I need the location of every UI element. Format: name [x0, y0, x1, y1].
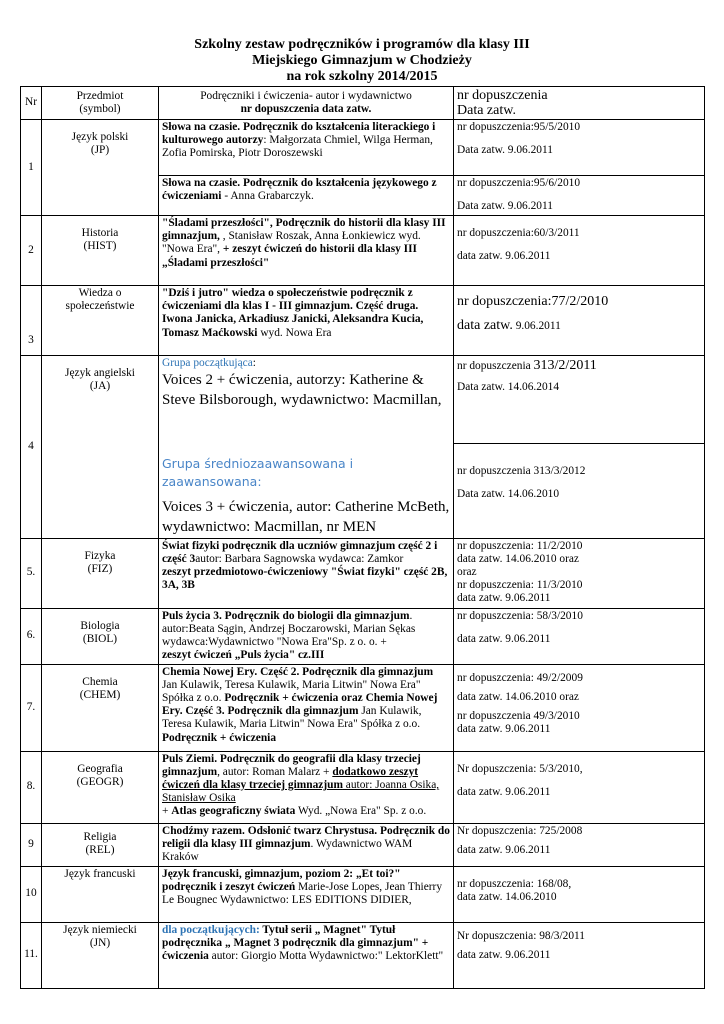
- subject-cell: Język francuski: [42, 866, 159, 922]
- approval-cell: nr dopuszczenia:60/3/2011 data zatw. 9.06.2011: [454, 216, 705, 286]
- row-number: 8.: [21, 751, 42, 823]
- book-cell: Język francuski, gimnazjum, poziom 2: „Et toi?" podręcznik i zeszyt ćwiczeń Marie-Jose Lopes, Jean Thierry Le Bougnec Wydawnictwo: LES EDITIONS DIDIER,: [159, 866, 454, 922]
- approval-cell: Nr dopuszczenia: 725/2008 data zatw. 9.06.2011: [454, 823, 705, 866]
- approval-cell: nr dopuszczenia:95/6/2010 Data zatw. 9.06.2011: [454, 176, 705, 216]
- row-number: 1: [21, 120, 42, 216]
- subject-cell: Wiedza o społeczeństwie: [42, 286, 159, 356]
- approval-cell: nr dopuszczenia: 168/08, data zatw. 14.06.2010: [454, 866, 705, 922]
- book-cell: Puls Ziemi. Podręcznik do geografii dla klasy trzeciej gimnazjum, autor: Roman Malarz + dodatkowo zeszyt ćwiczeń dla klasy trzeciej gimnazjum autor: Joanna Osika, Stanisław Osika + Atlas geograficzny świata Wyd. „Nowa Era" Sp. z o.o.: [159, 751, 454, 823]
- table-row: [21, 538, 705, 608]
- table-row: [21, 664, 705, 751]
- book-cell: Chemia Nowej Ery. Część 2. Podręcznik dla gimnazjum Jan Kulawik, Teresa Kulawik, Maria Litwin" Nowa Era" Spółka z o.o. Podręcznik + ćwiczenia oraz Chemia Nowej Ery. Część 3. Podręcznik dla gimnazjum Jan Kulawik, Teresa Kulawik, Maria Litwin" Nowa Era" Spółka z o.o. Podręcznik + ćwiczenia: [159, 664, 454, 751]
- header-approval: nr dopuszczenia Data zatw.: [454, 87, 705, 120]
- table-row: [21, 356, 705, 444]
- approval-cell: Nr dopuszczenia: 98/3/2011 data zatw. 9.06.2011: [454, 922, 705, 988]
- row-number: 10: [21, 866, 42, 922]
- book-cell: dla początkujących: Tytuł serii „ Magnet" Tytuł podręcznika „ Magnet 3 podręcznik dla gimnazjum" + ćwiczenia autor: Giorgio Motta Wydawnictwo:" LektorKlett": [159, 922, 454, 988]
- book-cell: Słowa na czasie. Podręcznik do kształcenia językowego z ćwiczeniami - Anna Grabarczyk.: [159, 176, 454, 216]
- textbook-table: [20, 86, 705, 989]
- subject-cell: Historia (HIST): [42, 216, 159, 286]
- header-books: Podręczniki i ćwiczenia- autor i wydawnictwo nr dopuszczenia data zatw.: [159, 87, 454, 120]
- row-number: 4: [21, 356, 42, 539]
- subject-cell: Biologia (BIOL): [42, 608, 159, 664]
- header-row: [21, 87, 705, 120]
- subject-cell: Geografia (GEOGR): [42, 751, 159, 823]
- subject-cell: Religia (REL): [42, 823, 159, 866]
- page-title-line1: Szkolny zestaw podręczników i programów dla klasy III: [194, 37, 530, 52]
- table-row: [21, 866, 705, 922]
- row-number: 5.: [21, 538, 42, 608]
- subject-cell: Chemia (CHEM): [42, 664, 159, 751]
- page-title-line3: na rok szkolny 2014/2015: [286, 69, 438, 84]
- approval-cell: nr dopuszczenia: 58/3/2010 data zatw. 9.06.2011: [454, 608, 705, 664]
- book-cell: Świat fizyki podręcznik dla uczniów gimnazjum część 2 i część 3autor: Barbara Sagnowska wydawca: Zamkor zeszyt przedmiotowo-ćwiczeniowy "Świat fizyki" część 2B, 3A, 3B: [159, 538, 454, 608]
- table-row: [21, 120, 705, 176]
- approval-cell: nr dopuszczenia: 11/2/2010 data zatw. 14.06.2010 oraz oraz nr dopuszczenia: 11/3/2010 data zatw. 9.06.2011: [454, 538, 705, 608]
- row-number: 9: [21, 823, 42, 866]
- approval-cell: nr dopuszczenia: 49/2/2009 data zatw. 14.06.2010 oraz nr dopuszczenia 49/3/2010 data zatw. 9.06.2011: [454, 664, 705, 751]
- approval-cell: nr dopuszczenia 313/3/2012 Data zatw. 14.06.2010: [454, 444, 705, 539]
- book-cell: Puls życia 3. Podręcznik do biologii dla gimnazjum. autor:Beata Sągin, Andrzej Boczarowski, Marian Sękas wydawca:Wydawnictwo "Nowa Era"Sp. z o. o. + zeszyt ćwiczeń „Puls życia" cz.III: [159, 608, 454, 664]
- book-cell: "Dziś i jutro" wiedza o społeczeństwie podręcznik z ćwiczeniami dla klas I - III gimnazjum. Część druga. Iwona Janicka, Arkadiusz Janicki, Aleksandra Kucia, Tomasz Maćkowski wyd. Nowa Era: [159, 286, 454, 356]
- book-cell: Słowa na czasie. Podręcznik do kształcenia literackiego i kulturowego autorzy: Małgorzata Chmiel, Wilga Herman, Zofia Pomirska, Piotr Doroszewski: [159, 120, 454, 176]
- row-number: 3: [21, 286, 42, 356]
- subject-cell: Język polski (JP): [42, 120, 159, 216]
- approval-cell: nr dopuszczenia 313/2/2011 Data zatw. 14.06.2014: [454, 356, 705, 444]
- page-title-line2: Miejskiego Gimnazjum w Chodzieży: [252, 53, 472, 68]
- book-cell: Chodźmy razem. Odsłonić twarz Chrystusa. Podręcznik do religii dla klasy III gimnazjum. Wydawnictwo WAM Kraków: [159, 823, 454, 866]
- row-number: 7.: [21, 664, 42, 751]
- subject-cell: Język angielski (JA): [42, 356, 159, 539]
- subject-cell: Język niemiecki (JN): [42, 922, 159, 988]
- header-subject: Przedmiot (symbol): [42, 87, 159, 120]
- table-row: [21, 922, 705, 988]
- table-row: [21, 823, 705, 866]
- subject-cell: Fizyka (FIZ): [42, 538, 159, 608]
- row-number: 6.: [21, 608, 42, 664]
- row-number: 11.: [21, 922, 42, 988]
- approval-cell: Nr dopuszczenia: 5/3/2010, data zatw. 9.06.2011: [454, 751, 705, 823]
- book-cell: Grupa początkująca: Voices 2 + ćwiczenia, autorzy: Katherine & Steve Bilsborough, wydawnictwo: Macmillan,: [159, 356, 454, 444]
- book-cell: Grupa średniozaawansowana i zaawansowana: Voices 3 + ćwiczenia, autor: Catherine McBeth, wydawnictwo: Macmillan, nr MEN: [159, 444, 454, 539]
- header-nr: Nr: [21, 87, 42, 120]
- table-row: [21, 751, 705, 823]
- book-cell: "Śladami przeszłości", Podręcznik do historii dla klasy III gimnazjum, , Stanisław Roszak, Anna Łonkiewicz wyd. "Nowa Era", + zeszyt ćwiczeń do historii dla klasy III „Śladami przeszłości": [159, 216, 454, 286]
- row-number: 2: [21, 216, 42, 286]
- table-row: [21, 608, 705, 664]
- table-row: [21, 286, 705, 356]
- approval-cell: nr dopuszczenia:77/2/2010 data zatw. 9.06.2011: [454, 286, 705, 356]
- table-row: [21, 216, 705, 286]
- approval-cell: nr dopuszczenia:95/5/2010 Data zatw. 9.06.2011: [454, 120, 705, 176]
